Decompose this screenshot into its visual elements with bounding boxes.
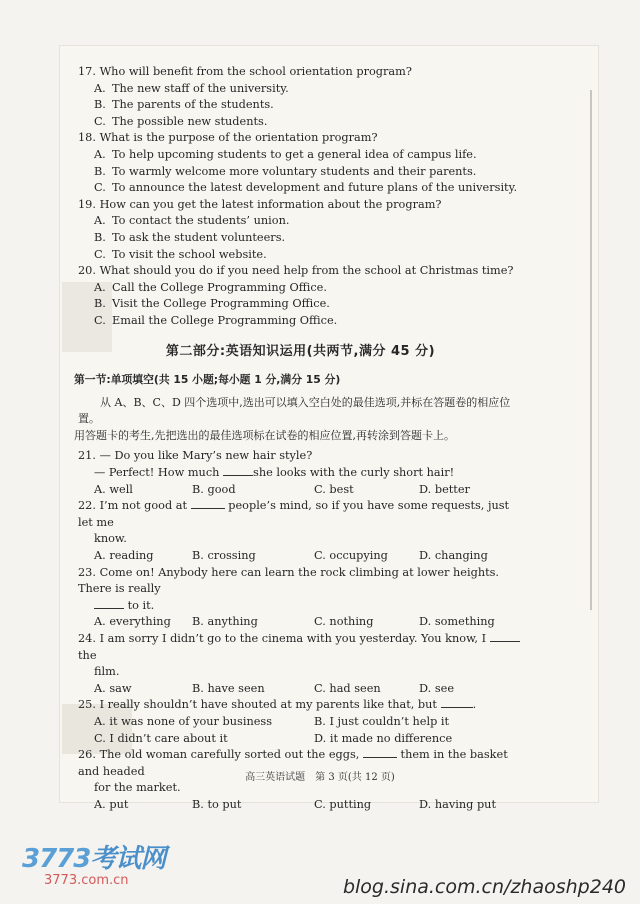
option xyxy=(78,247,523,264)
part2-title: 第二部分:英语知识运用(共两节,满分 45 分) xyxy=(165,343,436,359)
question-text: Who will benefit from the school orientation program? xyxy=(99,65,412,78)
option-text: The parents of the students. xyxy=(112,98,274,112)
question-23 xyxy=(78,565,523,631)
option: D. see xyxy=(419,681,455,695)
listening-question xyxy=(78,197,523,263)
options-row xyxy=(78,614,523,631)
question-text: I’m not good at xyxy=(99,499,191,513)
question-text: I am sorry I didn’t go to the cinema with you yesterday. You know, I xyxy=(99,632,490,645)
question-text: — Perfect! How much xyxy=(94,466,224,480)
option-letter: B. xyxy=(94,297,106,311)
option: A. well xyxy=(94,482,133,496)
option: C. occupying xyxy=(314,549,388,563)
option xyxy=(78,296,523,313)
options-row xyxy=(78,681,523,698)
question-text: What should you do if you need help from the school at Christmas time? xyxy=(99,264,514,278)
option: B. crossing xyxy=(192,549,256,563)
question-text: them in the basket and headed xyxy=(78,748,508,778)
listening-question xyxy=(78,130,523,196)
instruction-line1: 从 A、B、C、D 四个选项中,选出可以填入空白处的最佳选项,并标在答题卷的相应位置。 xyxy=(78,395,511,426)
option: C. putting xyxy=(314,797,372,811)
logo-cn: 考试网 xyxy=(90,844,166,874)
question-number: 25. xyxy=(78,698,96,712)
option-letter: A. xyxy=(94,147,106,161)
page-footer: 高三英语试题 第 3 页(共 12 页) xyxy=(245,772,395,783)
question-number: 21. xyxy=(78,449,96,463)
option-letter: A. xyxy=(94,81,106,95)
question-number: 18. xyxy=(78,131,96,145)
site-logo[interactable] xyxy=(22,838,165,888)
question-number: 23. xyxy=(78,565,96,579)
question-number: 22. xyxy=(78,499,96,513)
option xyxy=(78,97,523,114)
option-text: Call the College Programming Office. xyxy=(112,280,327,294)
options-row xyxy=(78,797,523,814)
question-text: Come on! Anybody here can learn the rock climbing at lower heights. There is really xyxy=(78,565,500,596)
option: A. everything xyxy=(94,615,171,629)
exam-content xyxy=(74,64,523,814)
question-text: I really shouldn’t have shouted at my parents like that, but xyxy=(99,698,441,712)
option: A. it was none of your business xyxy=(94,714,273,728)
option-text: Visit the College Programming Office. xyxy=(112,297,330,311)
option: C. I didn’t care about it xyxy=(94,731,228,745)
listening-question xyxy=(78,64,523,130)
options-row xyxy=(78,482,523,499)
question-text: — Do you like Mary’s new hair style? xyxy=(99,449,313,463)
option xyxy=(78,147,523,164)
question-24 xyxy=(78,631,523,697)
option-letter: B. xyxy=(94,164,106,178)
option-text: The possible new students. xyxy=(112,114,268,128)
listening-question xyxy=(78,263,523,329)
answer-blank xyxy=(94,598,124,609)
option-letter: A. xyxy=(94,214,106,228)
options-row xyxy=(78,548,523,565)
option-text: To visit the school website. xyxy=(112,247,267,261)
question-text: know. xyxy=(94,532,127,546)
options-row xyxy=(78,714,523,731)
section1-title: 第一节:单项填空(共 15 小题;每小题 1 分,满分 15 分) xyxy=(74,373,341,387)
question-number: 17. xyxy=(78,65,96,78)
question-number: 20. xyxy=(78,264,96,278)
option: D. having put xyxy=(419,797,496,811)
option-letter: B. xyxy=(94,230,106,244)
answer-blank xyxy=(191,498,225,509)
instruction-line2: 用答题卡的考生,先把选出的最佳选项标在试卷的相应位置,再转涂到答题卡上。 xyxy=(74,428,455,442)
option: C. had seen xyxy=(314,681,381,695)
option-letter: C. xyxy=(94,247,106,261)
option: C. nothing xyxy=(314,615,374,629)
question-number: 26. xyxy=(78,748,96,762)
option: C. best xyxy=(314,482,354,496)
logo-digits: 3773 xyxy=(22,844,91,874)
question-text: film. xyxy=(94,665,120,679)
option-text: To warmly welcome more voluntary students and their parents. xyxy=(112,164,477,178)
listening-questions xyxy=(78,64,523,330)
option xyxy=(78,81,523,98)
option: D. better xyxy=(419,482,470,496)
option: D. something xyxy=(419,615,495,629)
question-number: 24. xyxy=(78,632,96,645)
option: A. saw xyxy=(94,681,132,695)
question-text: to it. xyxy=(124,598,155,612)
question-number: 19. xyxy=(78,197,96,211)
page-fold-line xyxy=(590,90,592,610)
question-text: the xyxy=(78,648,97,662)
option: A. reading xyxy=(94,549,154,563)
answer-blank xyxy=(441,697,473,708)
option-text: To help upcoming students to get a general idea of campus life. xyxy=(112,147,477,161)
blog-watermark: blog.sina.com.cn/zhaoshp240 xyxy=(342,876,626,898)
answer-blank xyxy=(223,465,253,476)
question-text: What is the purpose of the orientation program? xyxy=(99,131,378,145)
option-letter: C. xyxy=(94,181,106,195)
option-text: To announce the latest development and future plans of the university. xyxy=(112,181,518,195)
option xyxy=(78,114,523,131)
question-25 xyxy=(78,697,523,747)
question-21 xyxy=(78,448,523,498)
option: B. good xyxy=(192,482,236,496)
option xyxy=(78,180,523,197)
question-text: people’s mind, so if you have some requests, just let me xyxy=(78,499,510,529)
question-text: How can you get the latest information about the program? xyxy=(99,197,442,211)
option: A. put xyxy=(94,797,129,811)
option: D. changing xyxy=(419,549,488,563)
option-letter: B. xyxy=(94,98,106,112)
option xyxy=(78,230,523,247)
question-text: she looks with the curly short hair! xyxy=(253,466,455,480)
option-letter: C. xyxy=(94,114,106,128)
option: D. it made no difference xyxy=(314,731,453,745)
option xyxy=(78,213,523,230)
option-text: Email the College Programming Office. xyxy=(112,313,338,327)
question-text: The old woman carefully sorted out the eggs, xyxy=(99,748,363,762)
option: B. I just couldn’t help it xyxy=(314,714,450,728)
option xyxy=(78,280,523,297)
answer-blank xyxy=(490,631,520,642)
logo-url: 3773.com.cn xyxy=(44,873,129,888)
option: B. have seen xyxy=(192,681,265,695)
option-text: The new staff of the university. xyxy=(112,81,289,95)
question-text: . xyxy=(472,698,477,712)
option: B. to put xyxy=(192,797,242,811)
answer-blank xyxy=(363,747,397,758)
question-22 xyxy=(78,498,523,564)
question-text: for the market. xyxy=(94,781,181,795)
option: B. anything xyxy=(192,615,258,629)
options-row xyxy=(78,731,523,748)
option-letter: C. xyxy=(94,313,106,327)
option-letter: A. xyxy=(94,280,106,294)
option xyxy=(78,164,523,181)
option xyxy=(78,313,523,330)
option-text: To ask the student volunteers. xyxy=(112,230,286,244)
option-text: To contact the students’ union. xyxy=(112,214,290,228)
